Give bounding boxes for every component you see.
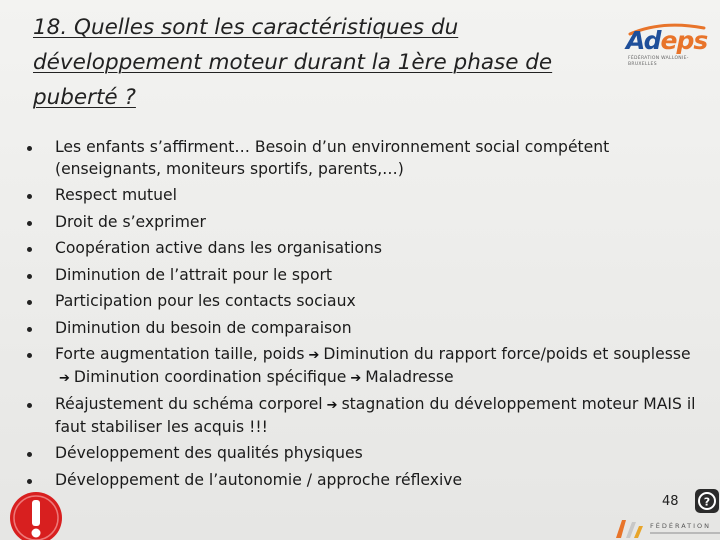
bullet-text: Les enfants s’affirment… Besoin d’un environnement social compétent (enseignants, moniteurs sportifs, parents,…) xyxy=(55,138,610,178)
adeps-logo xyxy=(620,22,710,72)
arrow-right-icon: ➔ xyxy=(308,348,320,363)
bullet-item xyxy=(22,137,702,180)
bullet-text: Forte augmentation taille, poids xyxy=(55,345,305,363)
arrow-right-icon: ➔ xyxy=(59,370,70,386)
bullet-text: Maladresse xyxy=(365,367,454,386)
arrow-right-icon: ➔ xyxy=(326,398,338,413)
bullet-text: Développement des qualités physiques xyxy=(55,444,363,462)
bullet-text: Droit de s’exprimer xyxy=(55,212,206,231)
svg-text:?: ? xyxy=(703,495,711,509)
bullet-text: Développement de l’autonomie / approche réflexive xyxy=(55,470,463,489)
bullet-text: Diminution du rapport force/poids et souplesse xyxy=(323,345,691,363)
bullet-list xyxy=(22,137,702,496)
bullet-item xyxy=(22,344,702,389)
bullet-text: Diminution coordination spécifique xyxy=(73,367,347,386)
help-icon[interactable] xyxy=(694,488,720,514)
bullet-item xyxy=(22,265,702,287)
adeps-wordmark-part1: Ad xyxy=(626,26,661,55)
slide-title: 18. Quelles sont les caractéristiques du développement moteur durant la 1ère phase de puberté ? xyxy=(33,15,553,110)
page-number: 48 xyxy=(662,494,679,509)
bullet-item xyxy=(22,443,702,465)
federation-logo xyxy=(612,516,720,540)
warning-icon xyxy=(8,488,64,540)
federation-mark-icon xyxy=(612,516,646,540)
adeps-wordmark xyxy=(626,28,707,54)
bullet-text: Réajustement du schéma corporel xyxy=(55,395,323,413)
bullet-item xyxy=(22,394,702,438)
bullet-item xyxy=(22,212,702,234)
bullet-item xyxy=(22,291,702,313)
bullet-item xyxy=(22,470,702,492)
bullet-text: Participation pour les contacts sociaux xyxy=(55,292,356,310)
arrow-right-icon: ➔ xyxy=(350,370,362,386)
adeps-wordmark-part2: eps xyxy=(660,26,708,55)
bullet-text: stagnation du développement moteur MAIS il faut stabiliser les acquis !!! xyxy=(55,395,696,436)
bullet-item xyxy=(22,185,702,207)
bullet-item xyxy=(22,318,702,340)
adeps-tagline: FÉDÉRATION WALLONIE-BRUXELLES xyxy=(628,56,689,67)
federation-underline xyxy=(650,532,720,534)
bullet-text: Coopération active dans les organisations xyxy=(55,239,383,257)
bullet-text: Respect mutuel xyxy=(55,186,177,204)
bullet-text: Diminution de l’attrait pour le sport xyxy=(55,265,333,284)
bullet-text: Diminution du besoin de comparaison xyxy=(55,318,352,337)
bullet-item xyxy=(22,238,702,260)
federation-label: FÉDÉRATION xyxy=(650,522,712,530)
